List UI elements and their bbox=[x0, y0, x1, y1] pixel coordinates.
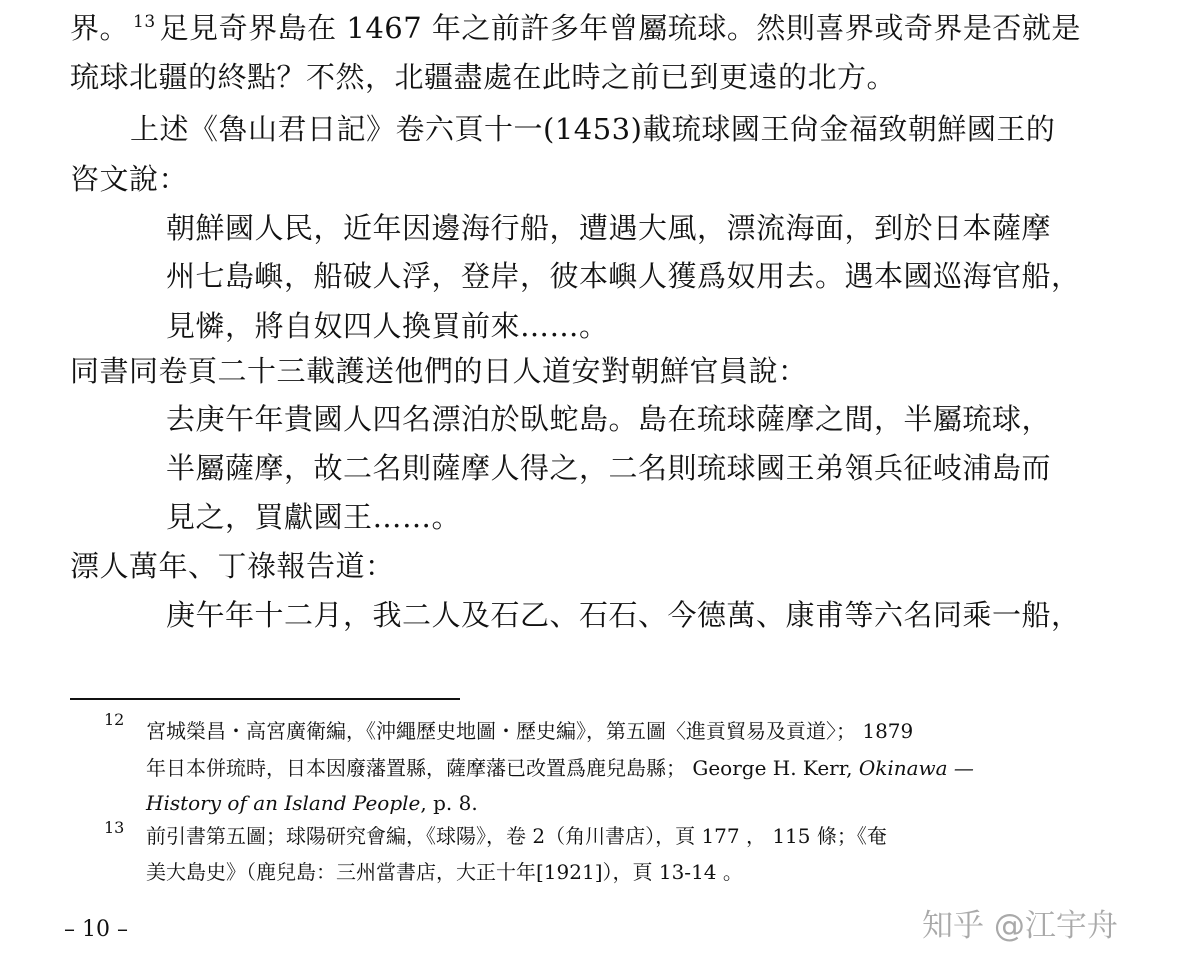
watermark: 知乎 @江宇舟 bbox=[922, 908, 1118, 944]
footnote-ref: 13 bbox=[133, 12, 156, 33]
quote-line: 去庚午年貴國人四名漂泊於臥蛇島。島在琉球薩摩之間，半屬琉球， bbox=[166, 402, 1052, 436]
page-number: – 10 – bbox=[64, 917, 128, 942]
text-span: 足見奇界島在 1467 年之前許多年曾屬琉球。然則喜界或奇界是否就是 bbox=[159, 11, 1081, 45]
footnote-number: 13 bbox=[104, 818, 125, 837]
quote-line: 見憐，將自奴四人換買前來……。 bbox=[166, 309, 609, 343]
text-line: 琉球北疆的終點？不然，北疆盡處在此時之前已到更遠的北方。 bbox=[70, 60, 897, 94]
footnote-span: , p. 8. bbox=[420, 791, 478, 815]
text-line: 咨文說： bbox=[70, 162, 189, 196]
text-line: 同書同卷頁二十三載護送他們的日人道安對朝鮮官員說： bbox=[70, 354, 808, 388]
footnote-span: 年日本併琉時，日本因廢藩置縣，薩摩藩已改置爲鹿兒島縣； George H. Kerr, bbox=[146, 756, 859, 780]
text-line bbox=[70, 11, 1081, 45]
quote-line: 朝鮮國人民，近年因邊海行船，遭遇大風，漂流海面，到於日本薩摩 bbox=[166, 211, 1052, 245]
footnote-italic: Okinawa — bbox=[858, 756, 974, 780]
footnote-line bbox=[146, 755, 974, 781]
quote-line: 見之，買獻國王……。 bbox=[166, 500, 462, 534]
quote-line: 州七島嶼，船破人浮，登岸，彼本嶼人獲爲奴用去。遇本國巡海官船， bbox=[166, 259, 1081, 293]
footnote-line: 美大島史》（鹿兒島：三州當書店，大正十年[1921]），頁 13-14 。 bbox=[146, 860, 743, 884]
footnote-line bbox=[146, 790, 478, 816]
footnote-divider bbox=[70, 698, 460, 700]
footnote-line: 宮城榮昌・高宮廣衛編，《沖繩歷史地圖・歷史編》，第五圖〈進貢貿易及貢道〉； 1879 bbox=[146, 719, 914, 743]
footnote-number: 12 bbox=[104, 710, 125, 729]
footnote-line: 前引書第五圖；球陽研究會編，《球陽》，卷 2（角川書店），頁 177 ， 115 條；《奄 bbox=[146, 824, 887, 848]
quote-line: 庚午年十二月，我二人及石乙、石石、今德萬、康甫等六名同乘一船， bbox=[166, 598, 1081, 632]
footnote-italic: History of an Island People bbox=[146, 791, 421, 815]
text-line: 上述《魯山君日記》卷六頁十一(1453)載琉球國王尙金福致朝鮮國王的 bbox=[130, 112, 1056, 146]
text-line: 漂人萬年、丁祿報告道： bbox=[70, 549, 395, 583]
quote-line: 半屬薩摩，故二名則薩摩人得之，二名則琉球國王弟領兵征岐浦島而 bbox=[166, 451, 1052, 485]
text-span: 界。 bbox=[70, 11, 130, 45]
